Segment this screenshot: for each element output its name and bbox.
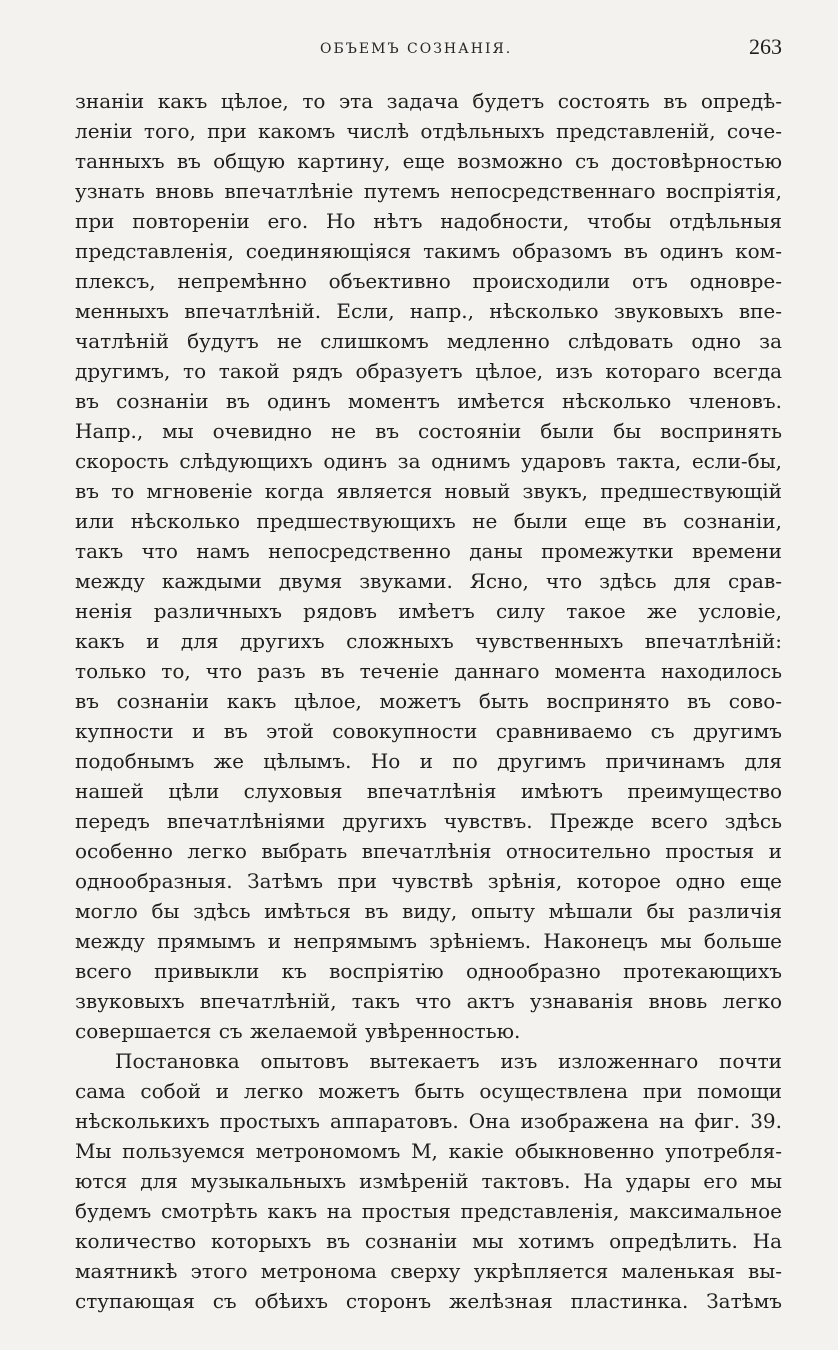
text-line: совершается съ желаемой увѣренностью.: [75, 1019, 521, 1043]
running-title: ОБЪЕМЪ СОЗНАНІЯ.: [320, 41, 513, 57]
body-text: [75, 86, 782, 1316]
text-line: или нѣсколько предшествующихъ не были еще въ сознаніи,: [75, 509, 782, 533]
text-line: какъ и для другихъ сложныхъ чувственныхъ впечатлѣній:: [75, 629, 782, 653]
text-line: при повтореніи его. Но нѣтъ надобности, чтобы отдѣльныя: [75, 209, 782, 233]
text-line: танныхъ въ общую картину, еще возможно съ достовѣрностью: [75, 149, 782, 173]
text-line: между каждыми двумя звуками. Ясно, что здѣсь для срав-: [75, 569, 782, 593]
text-line: подобнымъ же цѣлымъ. Но и по другимъ причинамъ для: [75, 749, 782, 773]
text-line: скорость слѣдующихъ одинъ за однимъ ударовъ такта, если-бы,: [75, 449, 782, 473]
text-line: только то, что разъ въ теченіе даннаго момента находилось: [75, 659, 782, 683]
text-line: однообразныя. Затѣмъ при чувствѣ зрѣнія, которое одно еще: [75, 869, 782, 893]
text-line: Постановка опытовъ вытекаетъ изъ изложеннаго почти: [115, 1049, 782, 1073]
text-line: Мы пользуемся метрономомъ M, какіе обыкновенно употребля-: [75, 1139, 782, 1163]
text-line: ются для музыкальныхъ измѣреній тактовъ. На удары его мы: [75, 1169, 782, 1193]
text-line: въ то мгновеніе когда является новый звукъ, предшествующій: [75, 479, 782, 503]
text-line: звуковыхъ впечатлѣній, такъ что актъ узнаванія вновь легко: [75, 989, 782, 1013]
text-line: плексъ, непремѣнно объективно происходили отъ одновре-: [75, 269, 782, 293]
running-header: [75, 34, 782, 64]
text-line: передъ впечатлѣніями другихъ чувствъ. Прежде всего здѣсь: [75, 809, 782, 833]
text-line: купности и въ этой совокупности сравниваемо съ другимъ: [75, 719, 782, 743]
text-line: будемъ смотрѣть какъ на простыя представленія, максимальное: [75, 1199, 782, 1223]
text-line: сама собой и легко можетъ быть осуществлена при помощи: [75, 1079, 782, 1103]
text-line: нѣсколькихъ простыхъ аппаратовъ. Она изображена на фиг. 39.: [75, 1109, 782, 1133]
text-line: Напр., мы очевидно не въ состояніи были бы воспринять: [75, 419, 782, 443]
text-line: количество которыхъ въ сознаніи мы хотимъ опредѣлить. На: [75, 1229, 782, 1253]
text-line: между прямымъ и непрямымъ зрѣніемъ. Наконецъ мы больше: [75, 929, 782, 953]
text-line: представленія, соединяющіяся такимъ образомъ въ одинъ ком-: [75, 239, 782, 263]
text-line: леніи того, при какомъ числѣ отдѣльныхъ представленій, соче-: [75, 119, 782, 143]
text-line: всего привыкли къ воспріятію однообразно протекающихъ: [75, 959, 782, 983]
text-line: ненія различныхъ рядовъ имѣетъ силу такое же условіе,: [75, 599, 782, 623]
text-line: нашей цѣли слуховыя впечатлѣнія имѣютъ преимущество: [75, 779, 782, 803]
text-line: узнать вновь впечатлѣніе путемъ непосредственнаго воспріятія,: [75, 179, 782, 203]
paragraph-2: [75, 1046, 782, 1316]
text-line: въ сознаніи въ одинъ моментъ имѣется нѣсколько членовъ.: [75, 389, 782, 413]
text-line: другимъ, то такой рядъ образуетъ цѣлое, изъ котораго всегда: [75, 359, 782, 383]
page-number: 263: [749, 34, 782, 59]
text-line: ступающая съ обѣихъ сторонъ желѣзная пластинка. Затѣмъ: [75, 1289, 782, 1313]
text-line: могло бы здѣсь имѣться въ виду, опыту мѣшали бы различія: [75, 899, 782, 923]
text-line: менныхъ впечатлѣній. Если, напр., нѣсколько звуковыхъ впе-: [75, 299, 782, 323]
text-line: маятникѣ этого метронома сверху укрѣпляется маленькая вы-: [75, 1259, 782, 1283]
text-line: такъ что намъ непосредственно даны промежутки времени: [75, 539, 782, 563]
text-line: въ сознаніи какъ цѣлое, можетъ быть воспринято въ сово-: [75, 689, 782, 713]
text-line: особенно легко выбрать впечатлѣнія относительно простыя и: [75, 839, 782, 863]
text-line: знаніи какъ цѣлое, то эта задача будетъ состоять въ опредѣ-: [75, 89, 782, 113]
paragraph-1: [75, 86, 782, 1046]
text-line: чатлѣній будутъ не слишкомъ медленно слѣдовать одно за: [75, 329, 782, 353]
